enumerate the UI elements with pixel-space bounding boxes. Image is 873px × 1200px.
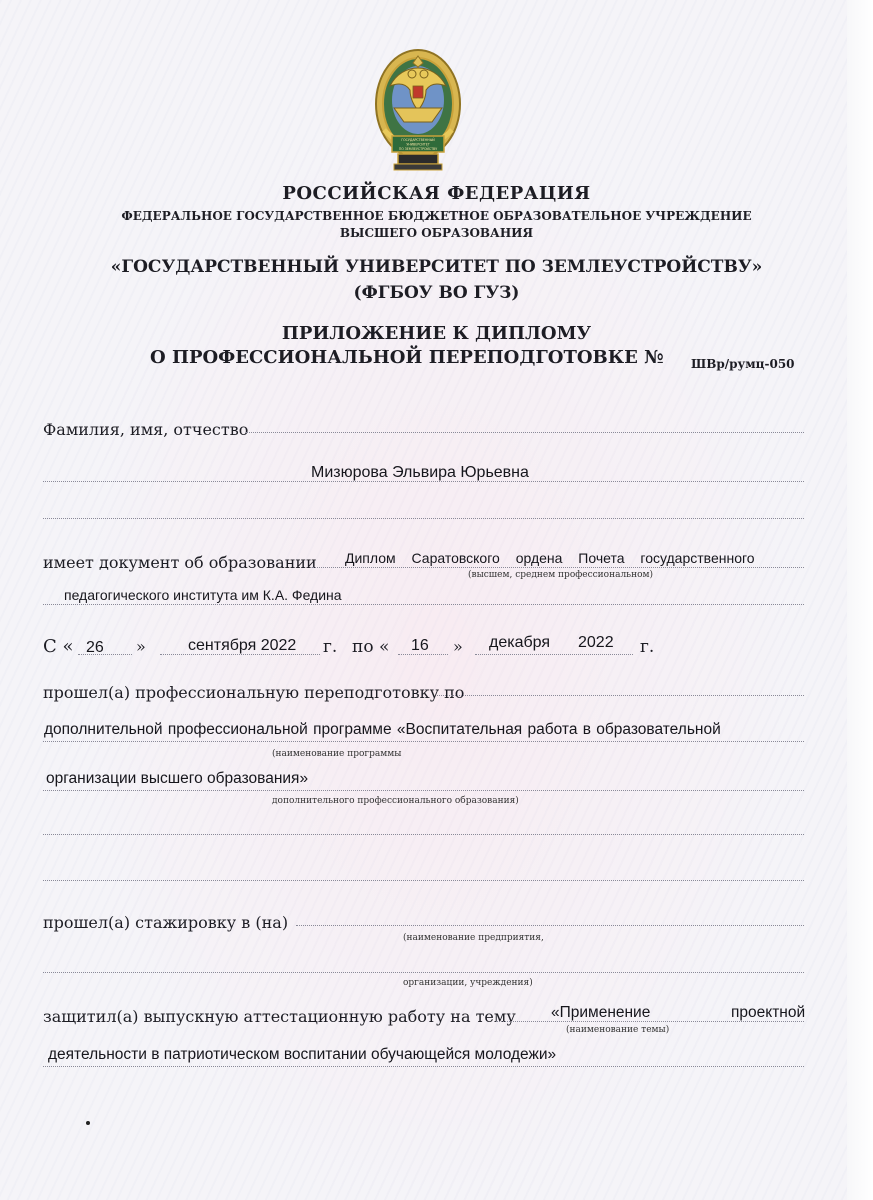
document-subtitle: О ПРОФЕССИОНАЛЬНОЙ ПЕРЕПОДГОТОВКЕ №: [150, 347, 664, 368]
program-line-2: [43, 790, 804, 791]
education-value: Диплом Саратовского ордена Почета государственного: [345, 550, 755, 566]
retraining-line: [437, 695, 804, 696]
thesis-value-word: проектной: [731, 1004, 806, 1021]
ink-dot: [86, 1121, 90, 1125]
education-line: [312, 567, 804, 568]
period-from-label: С «: [43, 636, 74, 657]
internship-line: [296, 925, 804, 926]
internship-hint-2: организации, учреждения): [403, 978, 533, 988]
university-emblem-icon: [372, 38, 464, 174]
program-value-cont: организации высшего образования»: [46, 770, 309, 787]
thesis-hint: (наименование темы): [566, 1025, 670, 1035]
fio-value: Мизюрова Эльвира Юрьевна: [311, 464, 529, 481]
internship-hint: (наименование предприятия,: [403, 933, 544, 943]
quote-close: »: [136, 637, 146, 656]
program-hint: (наименование программы: [272, 749, 402, 759]
year-suffix: г.: [323, 637, 338, 657]
fio-line: [246, 432, 804, 433]
education-label: имеет документ об образовании: [43, 553, 317, 572]
thesis-line-2: [43, 1066, 804, 1067]
thesis-label: защитил(а) выпускную аттестационную работу на тему: [43, 1007, 516, 1026]
thesis-line: [496, 1021, 804, 1022]
internship-label: прошел(а) стажировку в (на): [43, 913, 289, 932]
period-to-day-line: [398, 654, 448, 655]
thesis-value: «Применение: [551, 1004, 651, 1021]
education-value-cont: педагогического института им К.А. Федина: [64, 587, 342, 603]
paper-edge: [847, 0, 873, 1200]
year-suffix: г.: [640, 637, 655, 657]
program-value: дополнительной профессиональной программе «Воспитательная работа в образовательной: [44, 721, 721, 738]
program-line: [43, 741, 804, 742]
blank-line: [43, 518, 804, 519]
blank-line: [43, 834, 804, 835]
institution-type-line2: ВЫСШЕГО ОБРАЗОВАНИЯ: [339, 226, 534, 240]
period-from-month-line: [160, 654, 320, 655]
period-to-year: 2022: [578, 634, 614, 651]
period-to-day: 16: [411, 637, 429, 654]
emblem-text: ПО ЗЕМЛЕУСТРОЙСТВУ: [398, 147, 438, 151]
university-abbreviation: (ФГБОУ ВО ГУЗ): [353, 283, 520, 303]
country-heading: РОССИЙСКАЯ ФЕДЕРАЦИЯ: [282, 183, 591, 204]
period-from-month-year: сентября 2022: [188, 637, 297, 654]
retraining-label: прошел(а) профессиональную переподготовку по: [43, 683, 465, 702]
period-from-day-line: [78, 654, 132, 655]
blank-line: [43, 880, 804, 881]
internship-line-2: [43, 972, 804, 973]
university-name: «ГОСУДАРСТВЕННЫЙ УНИВЕРСИТЕТ ПО ЗЕМЛЕУСТРОЙСТВУ»: [110, 257, 763, 277]
thesis-value-cont: деятельности в патриотическом воспитании обучающейся молодежи»: [48, 1046, 557, 1063]
education-hint: (высшем, среднем профессиональном): [468, 570, 654, 580]
fio-label: Фамилия, имя, отчество: [43, 420, 249, 439]
period-to-month: декабря: [489, 634, 551, 651]
fio-line-2: [43, 481, 804, 482]
period-to-label: по «: [352, 637, 390, 657]
quote-close: »: [453, 637, 463, 656]
institution-type-line1: ФЕДЕРАЛЬНОЕ ГОСУДАРСТВЕННОЕ БЮДЖЕТНОЕ ОБРАЗОВАТЕЛЬНОЕ УЧРЕЖДЕНИЕ: [121, 209, 752, 223]
diploma-number: ШВр/румц-050: [691, 357, 795, 371]
document-title: ПРИЛОЖЕНИЕ К ДИПЛОМУ: [281, 323, 592, 344]
education-line-2: [43, 604, 804, 605]
emblem-text: ГОСУДАРСТВЕННЫЙ: [401, 138, 435, 142]
period-from-day: 26: [86, 639, 104, 656]
period-to-line: [475, 654, 633, 655]
emblem-text: УНИВЕРСИТЕТ: [406, 142, 430, 147]
program-hint-2: дополнительного профессионального образования): [272, 796, 519, 806]
